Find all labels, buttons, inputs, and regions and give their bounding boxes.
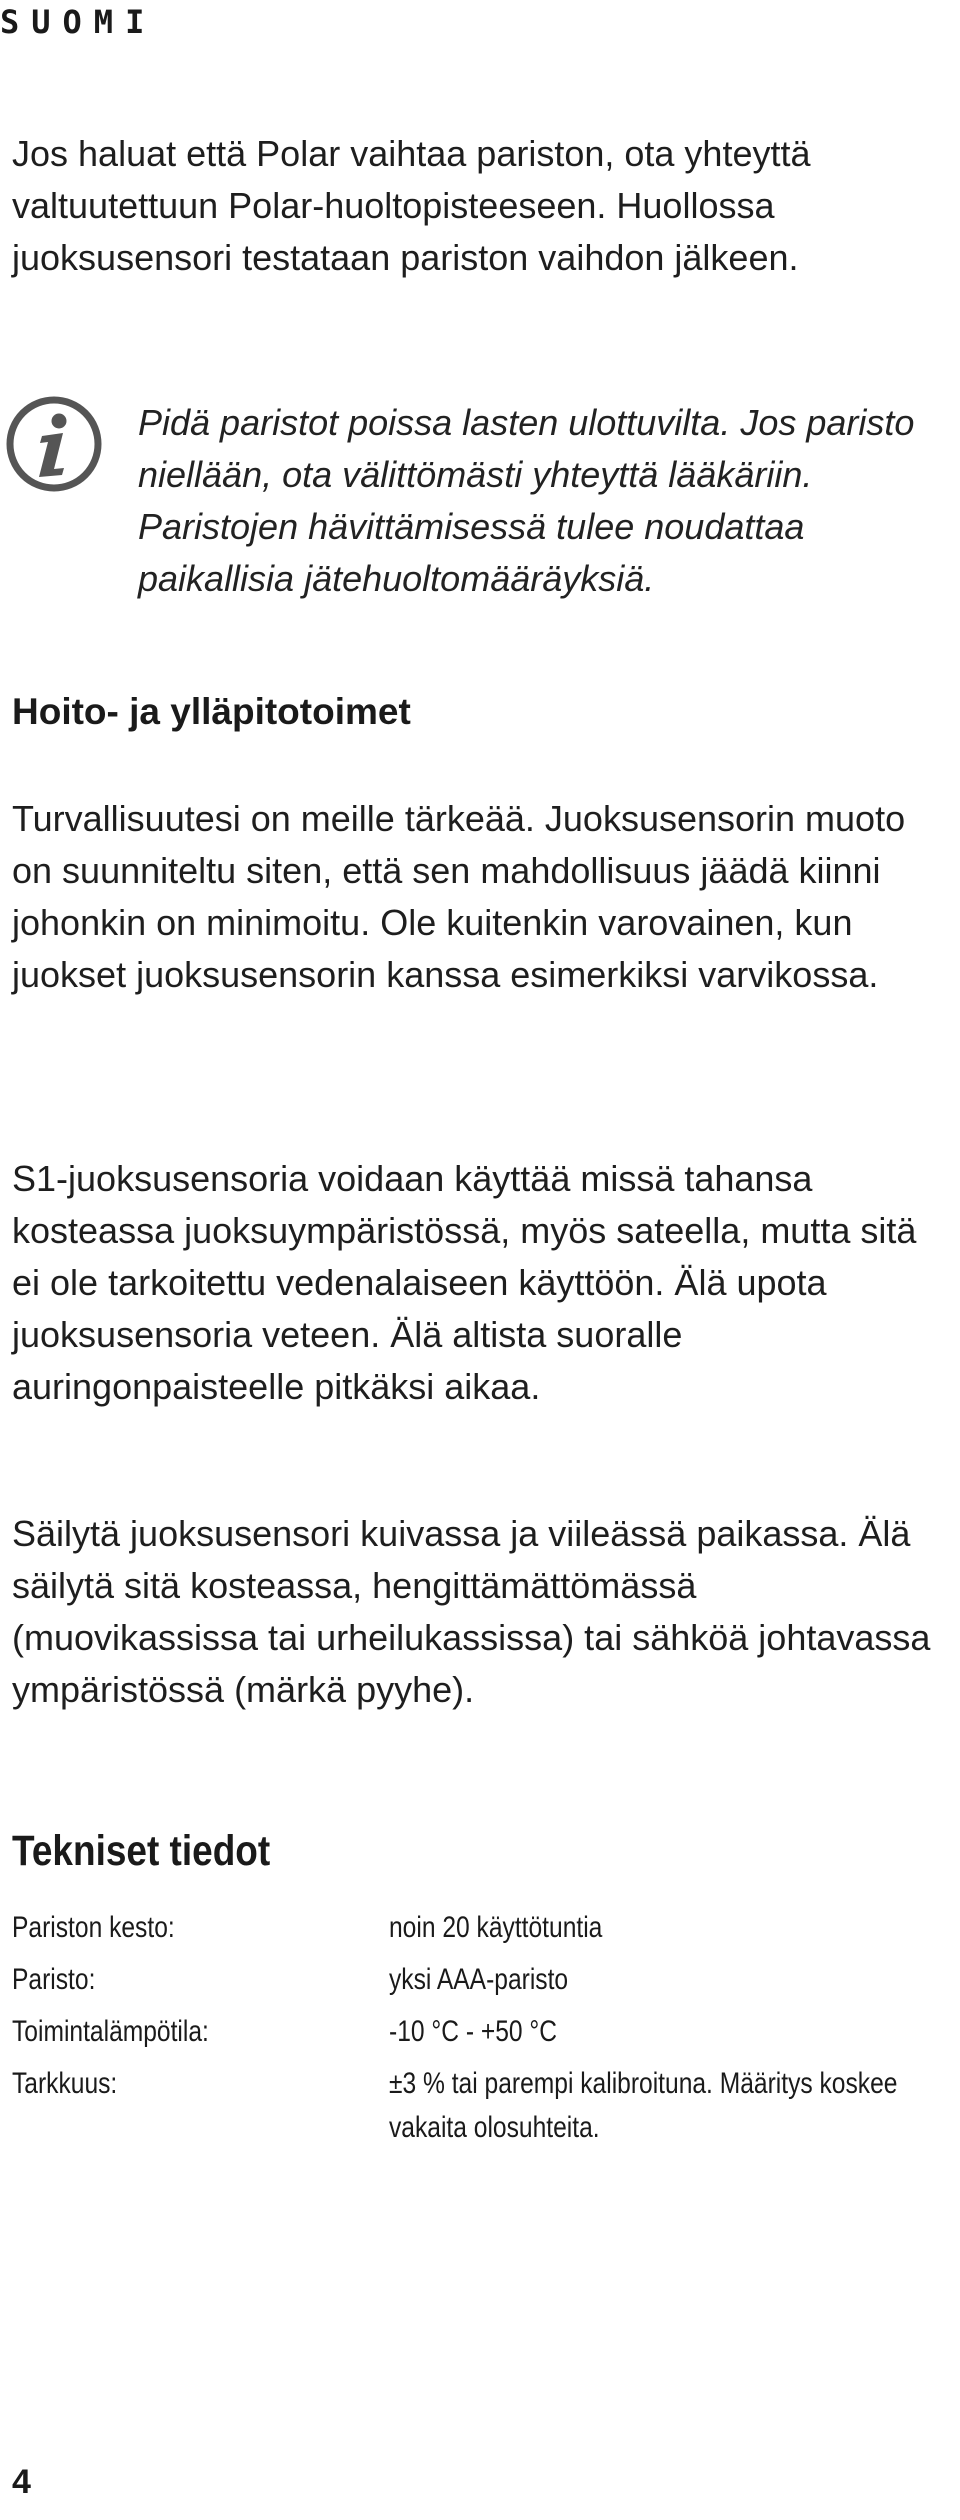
spec-label: Pariston kesto: — [12, 1911, 175, 1944]
page-number: 4 — [12, 2463, 31, 2501]
spec-label: Paristo: — [12, 1963, 96, 1996]
spec-value: -10 °C - +50 °C — [389, 2015, 558, 2048]
care-paragraph-safety: Turvallisuutesi on meille tärkeää. Juoksusensorin muoto on suunniteltu siten, että sen mahdollisuus jäädä kiinni johonkin on minimoitu. Ole kuitenkin varovainen, kun juokset juoksusensorin kanssa esimerkiksi varvikossa. — [12, 798, 906, 995]
spec-row — [12, 2062, 952, 2162]
specs-heading: Tekniset tiedot — [12, 1827, 271, 1875]
spec-value: yksi AAA-paristo — [389, 1963, 569, 1996]
spec-label: Toimintalämpötila: — [12, 2015, 209, 2048]
care-heading: Hoito- ja ylläpitotoimet — [12, 691, 411, 732]
spec-label: Tarkkuus: — [12, 2067, 118, 2100]
info-icon — [6, 396, 102, 492]
battery-paragraph: Jos haluat että Polar vaihtaa pariston, ota yhteyttä valtuutettuun Polar-huoltopisteeseen. Huollossa juoksusensori testataan pariston vaihdon jälkeen. — [12, 133, 811, 278]
care-paragraph-storage: Säilytä juoksusensori kuivassa ja viileässä paikassa. Älä säilytä sitä kosteassa, hengittämättömässä (muovikassissa tai urheilukassissa) tai sähköä johtavassa ympäristössä (märkä pyyhe). — [12, 1513, 931, 1710]
language-header: SUOMI — [0, 3, 157, 41]
care-paragraph-water: S1-juoksusensoria voidaan käyttää missä tahansa kosteassa juoksuympäristössä, myös sateella, mutta sitä ei ole tarkoitettu vedenalaiseen käyttöön. Älä upota juoksusensoria veteen. Älä altista suoralle auringonpaisteelle pitkäksi aikaa. — [12, 1158, 917, 1407]
spec-value: noin 20 käyttötuntia — [389, 1911, 603, 1944]
spec-value: ±3 % tai parempi kalibroituna. Määritys koskee vakaita olosuhteita. — [389, 2067, 898, 2144]
battery-safety-note: Pidä paristot poissa lasten ulottuvilta. Jos paristo niellään, ota välittömästi yhteyttä lääkäriin. Paristojen hävittämisessä tulee noudattaa paikallisia jätehuoltomääräyksiä. — [138, 402, 915, 599]
